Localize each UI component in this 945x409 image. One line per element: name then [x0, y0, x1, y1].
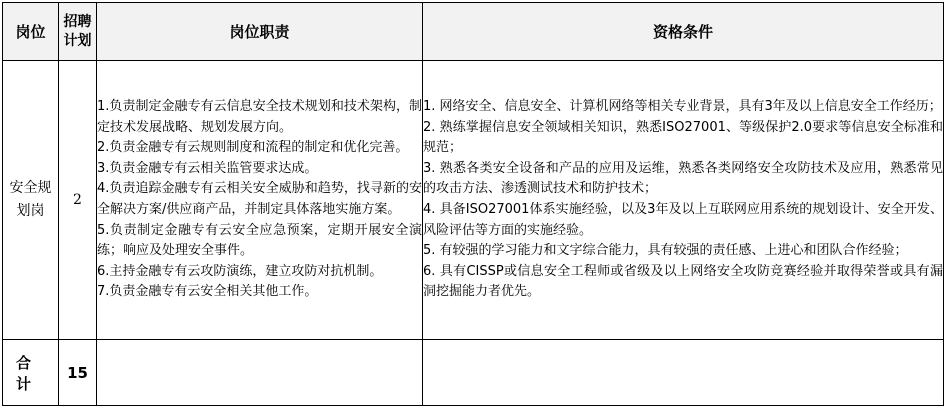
header-duties-label: 岗位职责 [229, 22, 290, 41]
qualification-item: 4. 具备ISO27001体系实施经验，以及3年及以上互联网应用系统的规划设计、安全开发、风险评估等方面的实施经验。 [423, 202, 943, 238]
qualifications-cell [423, 61, 944, 340]
header-qualifications [423, 3, 944, 61]
qualification-item: 1. 网络安全、信息安全、计算机网络等相关专业背景，具有3年及以上信息安全工作经历； [423, 99, 942, 115]
duty-item: 1.负责制定金融专有云信息安全技术规划和技术架构，制定技术发展战略、规划发展方向。 [97, 99, 422, 135]
header-plan-line2: 计划 [63, 32, 92, 49]
duties-cell [97, 61, 423, 340]
total-count: 15 [67, 363, 88, 382]
post-name-cell [3, 61, 59, 340]
duty-item: 7.负责金融专有云安全相关其他工作。 [97, 284, 318, 300]
qualification-item: 2. 熟练掌握信息安全领域相关知识，熟悉ISO27001、等级保护2.0要求等信息安全标准和规范； [423, 119, 943, 156]
total-label: 合计 [15, 353, 45, 393]
qualification-item: 3. 熟悉各类安全设备和产品的应用及运维，熟悉各类网络安全攻防技术及应用，熟悉常见的攻击方法、渗透测试技术和防护技术； [423, 160, 943, 197]
qualification-item: 5. 有较强的学习能力和文字综合能力，具有较强的责任感、上进心和团队合作经验； [423, 243, 908, 259]
header-duties [97, 3, 423, 61]
total-label-cell [3, 340, 59, 406]
header-qualifications-label: 资格条件 [652, 22, 713, 41]
total-qualifications-empty-cell [423, 340, 944, 406]
post-count-cell [59, 61, 97, 340]
duty-item: 6.主持金融专有云攻防演练，建立攻防对抗机制。 [97, 263, 383, 279]
duty-item: 3.负责金融专有云相关监管要求达成。 [97, 160, 318, 176]
post-count: 2 [73, 192, 82, 208]
qualification-item: 6. 具有CISSP或信息安全工程师或省级及以上网络安全攻防竞赛经验并取得荣誉或具有漏洞挖掘能力者优先。 [423, 263, 943, 300]
total-duties-empty-cell [97, 340, 423, 406]
header-plan [59, 3, 97, 61]
recruitment-table [2, 2, 944, 406]
duty-item: 4.负责追踪金融专有云相关安全威胁和趋势，找寻新的安全解决方案/供应商产品，并制定具体落地实施方案。 [97, 181, 422, 217]
post-name-line2: 划岗 [16, 203, 45, 219]
table-row [3, 61, 944, 340]
header-post [3, 3, 59, 61]
header-post-label: 岗位 [15, 22, 46, 41]
post-name-line1: 安全规 [9, 180, 52, 196]
duty-item: 2.负责金融专有云规则制度和流程的制定和优化完善。 [97, 140, 409, 156]
header-plan-line1: 招聘 [63, 13, 92, 30]
table-header-row [3, 3, 944, 61]
duty-item: 5.负责制定金融专有云安全应急预案，定期开展安全演练；响应及处理安全事件。 [97, 222, 422, 259]
total-row [3, 340, 944, 406]
total-count-cell [59, 340, 97, 406]
